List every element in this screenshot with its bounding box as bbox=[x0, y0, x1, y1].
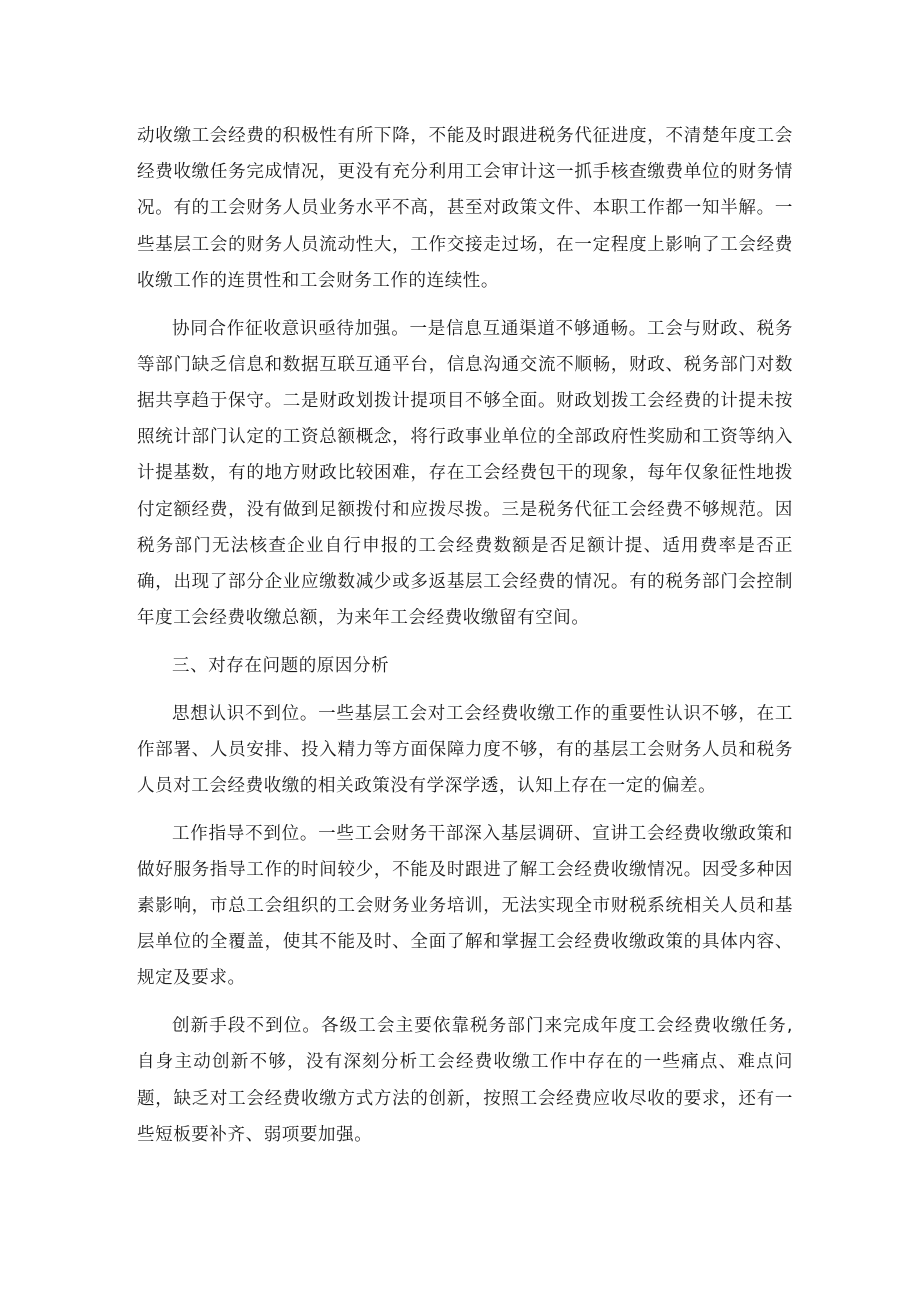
section-heading: 三、对存在问题的原因分析 bbox=[172, 655, 390, 676]
paragraph-continuation: 动收缴工会经费的积极性有所下降，不能及时跟进税务代征进度，不清楚年度工会经费收缴任务完成情况，更没有充分利用工会审计这一抓手核查缴费单位的财务情况。有的工会财务人员业务水平不高，甚至对政策文件、本职工作都一知半解。一些基层工会的财务人员流动性大，工作交接走过场，在一定程度上影响了工会经费收缴工作的连贯性和工会财务工作的连续性。 bbox=[137, 126, 793, 291]
paragraph-guidance: 工作指导不到位。一些工会财务干部深入基层调研、宣讲工会经费收缴政策和做好服务指导工作的时间较少，不能及时跟进了解工会经费收缴情况。因受多种因素影响，市总工会组织的工会财务业务培训，无法实现全市财税系统相关人员和基层单位的全覆盖，使其不能及时、全面了解和掌握工会经费收缴政策的具体内容、规定及要求。 bbox=[137, 823, 793, 989]
document-body bbox=[137, 118, 793, 1164]
paragraph-collaboration: 协同合作征收意识亟待加强。一是信息互通渠道不够通畅。工会与财政、税务等部门缺乏信息和数据互联互通平台，信息沟通交流不顺畅，财政、税务部门对数据共享趋于保守。二是财政划拨计提项目不够全面。财政划拨工会经费的计提未按照统计部门认定的工资总额概念，将行政事业单位的全部政府性奖励和工资等纳入计提基数，有的地方财政比较困难，存在工会经费包干的现象，每年仅象征性地拨付定额经费，没有做到足额拨付和应拨尽拨。三是税务代征工会经费不够规范。因税务部门无法核查企业自行申报的工会经费数额是否足额计提、适用费率是否正确，出现了部分企业应缴数减少或多返基层工会经费的情况。有的税务部门会控制年度工会经费收缴总额，为来年工会经费收缴留有空间。 bbox=[137, 318, 793, 629]
paragraph-awareness: 思想认识不到位。一些基层工会对工会经费收缴工作的重要性认识不够，在工作部署、人员安排、投入精力等方面保障力度不够，有的基层工会财务人员和税务人员对工会经费收缴的相关政策没有学深学透，认知上存在一定的偏差。 bbox=[137, 703, 793, 796]
paragraph-innovation: 创新手段不到位。各级工会主要依靠税务部门来完成年度工会经费收缴任务,自身主动创新不够，没有深刻分析工会经费收缴工作中存在的一些痛点、难点问题，缺乏对工会经费收缴方式方法的创新，按照工会经费应收尽收的要求，还有一些短板要补齐、弱项要加强。 bbox=[137, 1016, 793, 1145]
